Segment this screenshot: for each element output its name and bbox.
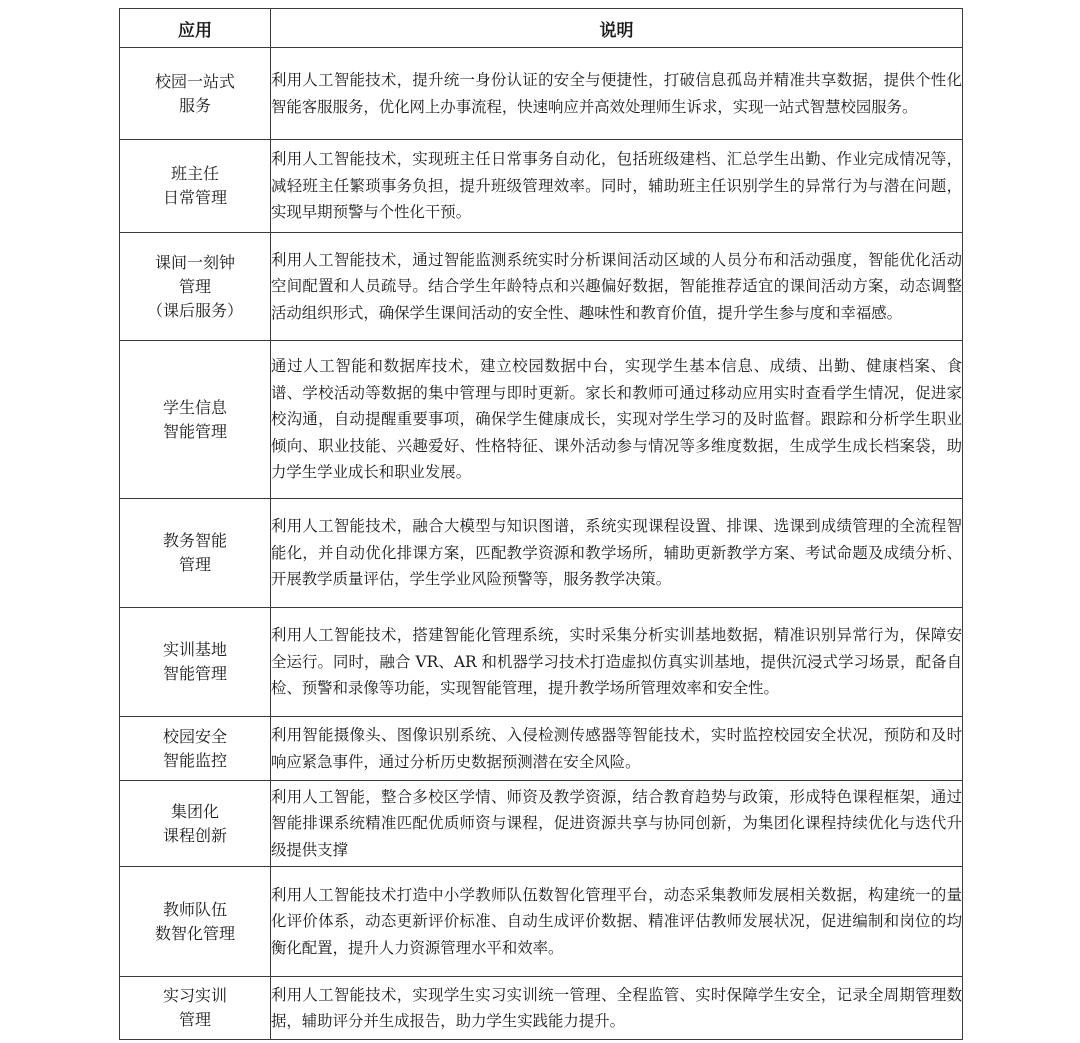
table-row — [120, 867, 963, 977]
table-row — [120, 140, 963, 233]
app-name: 学生信息 智能管理 — [162, 397, 227, 441]
app-name: 实训基地 智能管理 — [162, 640, 227, 683]
table-row — [120, 977, 963, 1040]
app-name: 教务智能 管理 — [162, 531, 227, 574]
desc-cell: 利用人工智能技术，实现班主任日常事务自动化，包括班级建档、汇总学生出勤、作业完成情况等，减轻班主任繁琐事务负担，提升班级管理效率。同时，辅助班主任识别学生的异常行为与潜在问题，实现早期预警与个性化干预。 — [271, 140, 963, 233]
app-cell — [120, 233, 271, 341]
app-cell — [120, 608, 271, 717]
table-row — [120, 48, 963, 140]
table-row — [120, 781, 963, 867]
desc-cell: 利用人工智能技术，提升统一身份认证的安全与便捷性，打破信息孤岛并精准共享数据，提供个性化智能客服服务，优化网上办事流程，快速响应并高效处理师生诉求，实现一站式智慧校园服务。 — [271, 48, 963, 140]
table-row — [120, 233, 963, 341]
app-name: 集团化 课程创新 — [162, 801, 227, 845]
app-cell — [120, 867, 271, 977]
desc-cell: 利用人工智能技术，通过智能监测系统实时分析课间活动区域的人员分布和活动强度，智能优化活动空间配置和人员疏导。结合学生年龄特点和兴趣偏好数据，智能推荐适宜的课间活动方案，动态调整活动组织形式，确保学生课间活动的安全性、趣味性和教育价值，提升学生参与度和幸福感。 — [271, 233, 963, 341]
table-row — [120, 499, 963, 608]
application-table — [119, 8, 963, 1040]
app-cell — [120, 977, 271, 1040]
app-cell — [120, 717, 271, 781]
desc-cell: 利用人工智能技术打造中小学教师队伍数智化管理平台，动态采集教师发展相关数据，构建统一的量化评价体系，动态更新评价标准、自动生成评价数据、精准评估教师发展状况，促进编制和岗位的均衡化配置，提升人力资源管理水平和效率。 — [271, 867, 963, 977]
desc-cell: 利用人工智能，整合多校区学情、师资及教学资源，结合教育趋势与政策，形成特色课程框架，通过智能排课系统精准匹配优质师资与课程，促进资源共享与协同创新，为集团化课程持续优化与迭代升级提供支撑 — [271, 781, 963, 867]
table-row — [120, 341, 963, 499]
app-cell — [120, 140, 271, 233]
header-app: 应用 — [120, 9, 271, 48]
app-cell — [120, 499, 271, 608]
table-row — [120, 717, 963, 781]
app-name: 校园一站式 服务 — [154, 71, 235, 115]
desc-cell: 利用人工智能技术，搭建智能化管理系统，实时采集分析实训基地数据，精准识别异常行为，保障安全运行。同时，融合 VR、AR 和机器学习技术打造虚拟仿真实训基地，提供沉浸式学习场景，配备自检、预警和录像等功能，实现智能管理，提升教学场所管理效率和安全性。 — [271, 608, 963, 717]
app-cell — [120, 48, 271, 140]
app-cell — [120, 341, 271, 499]
app-name: 校园安全 智能监控 — [162, 726, 227, 770]
table-header-row — [120, 9, 963, 48]
app-cell — [120, 781, 271, 867]
table-row — [120, 608, 963, 717]
app-name: 实习实训 管理 — [162, 986, 227, 1029]
app-name: 课间一刻钟 管理 （课后服务） — [146, 252, 243, 320]
app-name: 班主任 日常管理 — [162, 164, 227, 207]
app-name: 教师队伍 数智化管理 — [154, 899, 235, 943]
desc-cell: 利用人工智能技术，融合大模型与知识图谱，系统实现课程设置、排课、选课到成绩管理的全流程智能化，并自动优化排课方案，匹配教学资源和教学场所，辅助更新教学方案、考试命题及成绩分析、开展教学质量评估，学生学业风险预警等，服务教学决策。 — [271, 499, 963, 608]
desc-cell: 利用智能摄像头、图像识别系统、入侵检测传感器等智能技术，实时监控校园安全状况，预防和及时响应紧急事件，通过分析历史数据预测潜在安全风险。 — [271, 717, 963, 781]
desc-cell: 利用人工智能技术，实现学生实习实训统一管理、全程监管、实时保障学生安全，记录全周期管理数据，辅助评分并生成报告，助力学生实践能力提升。 — [271, 977, 963, 1040]
header-desc: 说明 — [271, 9, 963, 48]
desc-cell: 通过人工智能和数据库技术，建立校园数据中台，实现学生基本信息、成绩、出勤、健康档案、食谱、学校活动等数据的集中管理与即时更新。家长和教师可通过移动应用实时查看学生情况，促进家校沟通，自动提醒重要事项，确保学生健康成长，实现对学生学习的及时监督。跟踪和分析学生职业倾向、职业技能、兴趣爱好、性格特征、课外活动参与情况等多维度数据，生成学生成长档案袋，助力学生学业成长和职业发展。 — [271, 341, 963, 499]
